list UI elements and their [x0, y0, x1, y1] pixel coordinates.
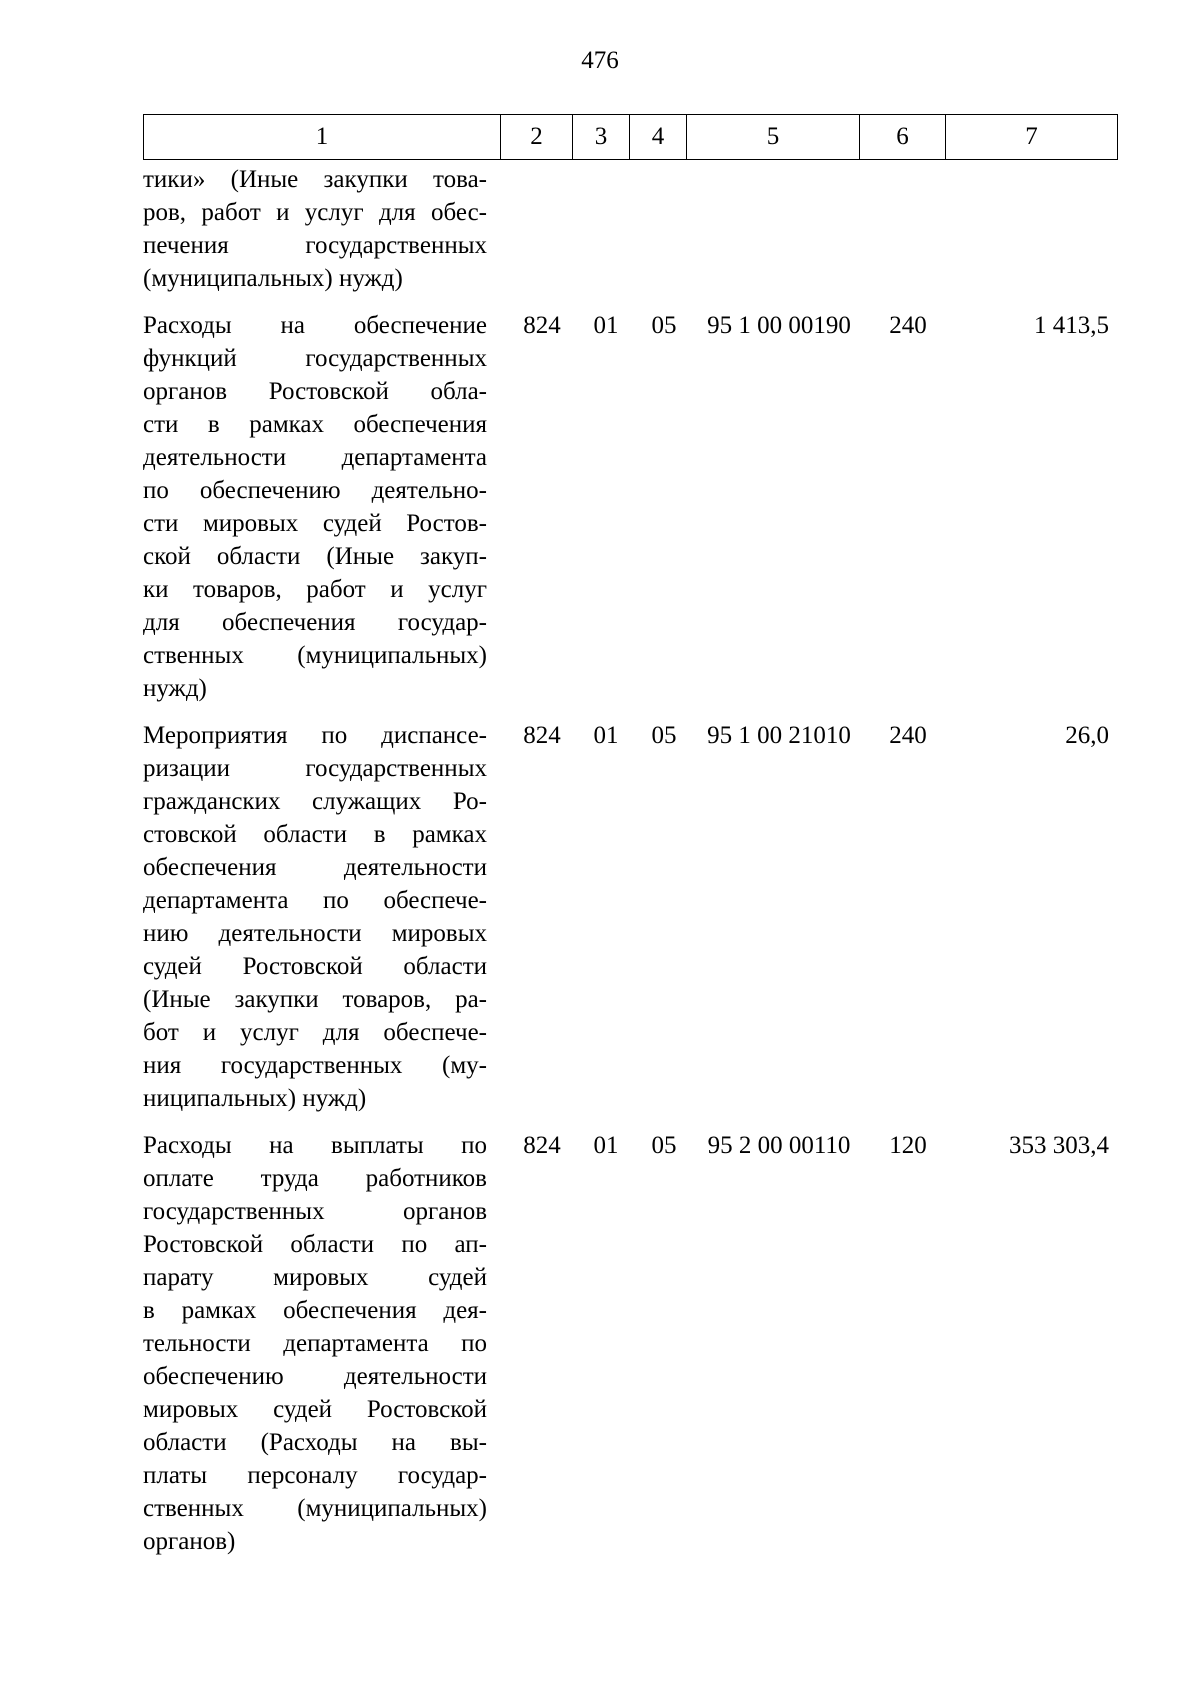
- description-line: печения государственных: [143, 232, 487, 259]
- cell-column-3: 01: [593, 312, 619, 339]
- column-header-5: 5: [687, 115, 860, 160]
- cell-column-6: 240: [889, 312, 927, 339]
- cell-column-5: 95 2 00 00110: [707, 1132, 851, 1159]
- description-line: парату мировых судей: [143, 1264, 487, 1291]
- cell-column-7: 26,0: [1065, 722, 1109, 749]
- column-header-table: [143, 114, 1118, 160]
- description-line: органов Ростовской обла-: [143, 378, 487, 405]
- row-description: [143, 163, 487, 295]
- cell-column-3: 01: [593, 722, 619, 749]
- description-line: сти в рамках обеспечения: [143, 411, 487, 438]
- column-header-3: 3: [573, 115, 630, 160]
- page-number: 476: [581, 47, 619, 74]
- description-line: деятельности департамента: [143, 444, 487, 471]
- description-line: тики» (Иные закупки това-: [143, 166, 487, 193]
- description-line: ственных (муниципальных): [143, 1495, 487, 1522]
- description-line: области (Расходы на вы-: [143, 1429, 487, 1456]
- cell-column-2: 824: [523, 722, 561, 749]
- cell-column-6: 240: [889, 722, 927, 749]
- cell-column-4: 05: [651, 312, 677, 339]
- description-line: по обеспечению деятельно-: [143, 477, 487, 504]
- cell-column-5: 95 1 00 21010: [707, 722, 851, 749]
- column-header-1: 1: [144, 115, 501, 160]
- table-row: [143, 1129, 1118, 1558]
- column-header-7: 7: [946, 115, 1118, 160]
- description-line: ния государственных (му-: [143, 1052, 487, 1079]
- cell-column-3: 01: [593, 1132, 619, 1159]
- description-line: органов): [143, 1528, 236, 1555]
- description-line: Расходы на выплаты по: [143, 1132, 487, 1159]
- description-line: ризации государственных: [143, 755, 487, 782]
- cell-column-6: 120: [889, 1132, 927, 1159]
- description-line: обеспечения деятельности: [143, 854, 487, 881]
- cell-column-4: 05: [651, 1132, 677, 1159]
- description-line: для обеспечения государ-: [143, 609, 487, 636]
- cell-column-4: 05: [651, 722, 677, 749]
- cell-column-2: 824: [523, 312, 561, 339]
- table-body: [143, 163, 1118, 1558]
- cell-column-7: 353 303,4: [1009, 1132, 1109, 1159]
- description-line: мировых судей Ростовской: [143, 1396, 487, 1423]
- row-description: [143, 309, 487, 705]
- description-line: платы персоналу государ-: [143, 1462, 487, 1489]
- column-header-6: 6: [860, 115, 946, 160]
- description-line: в рамках обеспечения дея-: [143, 1297, 487, 1324]
- table-row: [143, 309, 1118, 705]
- row-description: [143, 719, 487, 1115]
- description-line: ственных (муниципальных): [143, 642, 487, 669]
- row-description: [143, 1129, 487, 1558]
- cell-column-2: 824: [523, 1132, 561, 1159]
- description-line: нию деятельности мировых: [143, 920, 487, 947]
- description-line: ской области (Иные закуп-: [143, 543, 487, 570]
- description-line: департамента по обеспече-: [143, 887, 487, 914]
- cell-column-5: 95 1 00 00190: [707, 312, 851, 339]
- description-line: ров, работ и услуг для обес-: [143, 199, 487, 226]
- table-row: [143, 163, 1118, 295]
- description-line: сти мировых судей Ростов-: [143, 510, 487, 537]
- column-header-4: 4: [630, 115, 687, 160]
- description-line: государственных органов: [143, 1198, 487, 1225]
- description-line: стовской области в рамках: [143, 821, 487, 848]
- description-line: гражданских служащих Ро-: [143, 788, 487, 815]
- description-line: Ростовской области по ап-: [143, 1231, 487, 1258]
- description-line: ниципальных) нужд): [143, 1085, 367, 1112]
- table-row: [143, 719, 1118, 1115]
- description-line: Расходы на обеспечение: [143, 312, 487, 339]
- description-line: ки товаров, работ и услуг: [143, 576, 487, 603]
- description-line: нужд): [143, 675, 207, 702]
- cell-column-7: 1 413,5: [1034, 312, 1109, 339]
- description-line: Мероприятия по диспансе-: [143, 722, 487, 749]
- description-line: судей Ростовской области: [143, 953, 487, 980]
- column-header-2: 2: [501, 115, 573, 160]
- description-line: оплате труда работников: [143, 1165, 487, 1192]
- column-header-row: [144, 115, 1118, 160]
- description-line: бот и услуг для обеспече-: [143, 1019, 487, 1046]
- description-line: (Иные закупки товаров, ра-: [143, 986, 487, 1013]
- description-line: обеспечению деятельности: [143, 1363, 487, 1390]
- description-line: тельности департамента по: [143, 1330, 487, 1357]
- description-line: (муниципальных) нужд): [143, 265, 403, 292]
- description-line: функций государственных: [143, 345, 487, 372]
